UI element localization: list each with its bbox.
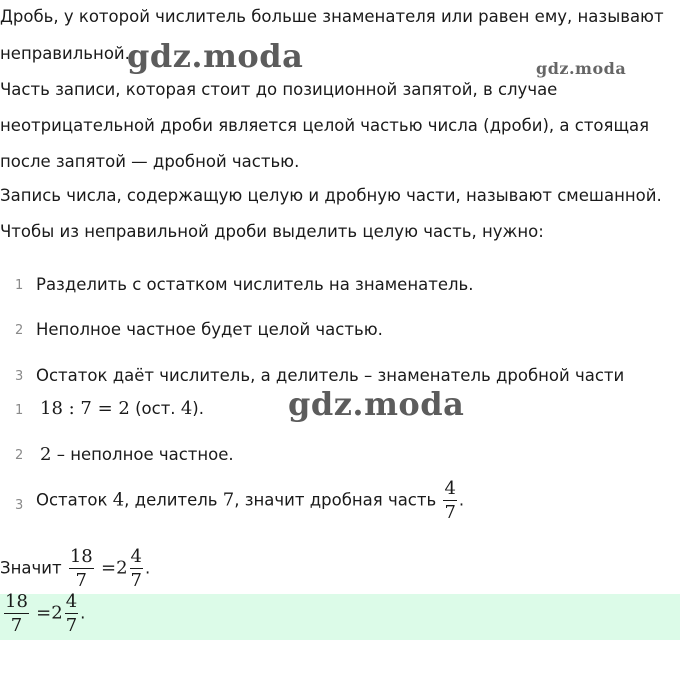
equals-sign: = (36, 602, 52, 624)
intro-line-5: после запятой — дробной частью. (0, 152, 300, 171)
fraction-denominator: 7 (75, 570, 87, 591)
intro-line-6: Запись числа, содержащую целую и дробную части, называют смешанной. (0, 186, 662, 205)
whole-part: 2 (51, 602, 63, 624)
solution-number: 1 (15, 403, 24, 418)
fraction-numerator: 4 (65, 591, 78, 612)
fraction-part-label: , значит дробная часть (234, 490, 437, 510)
step-number: 3 (15, 369, 24, 384)
step-text: Разделить с остатком числитель на знаменатель. (36, 275, 474, 294)
sentence-end: . (80, 603, 86, 623)
step-text: Неполное частное будет целой частью. (36, 320, 383, 339)
solution-step-1 (40, 398, 204, 419)
watermark: gdz.moda (536, 59, 627, 78)
fraction-denominator: 7 (444, 502, 456, 523)
solution-step-2 (40, 444, 234, 465)
conclusion-line (0, 548, 150, 590)
proper-fraction (130, 548, 143, 590)
fraction-denominator: 7 (130, 570, 142, 591)
remainder-label: Остаток (36, 490, 108, 510)
remainder-value: 4 (180, 398, 193, 419)
step-number: 2 (15, 323, 24, 338)
divisor-value: 7 (222, 489, 235, 511)
division-expression: 18 : 7 = 2 (40, 398, 130, 419)
intro-line-4: неотрицательной дроби является целой частью числа (дроби), а стоящая (0, 116, 650, 135)
solution-number: 2 (15, 448, 24, 463)
remainder-note: (ост. (135, 399, 176, 418)
proper-fraction (65, 593, 78, 635)
quotient-note: – неполное частное. (56, 445, 234, 464)
solution-step-3 (36, 480, 464, 522)
answer-box (0, 591, 680, 640)
solution-number: 3 (15, 498, 24, 513)
sentence-end: . (458, 490, 465, 510)
whole-part: 2 (116, 557, 128, 579)
watermark: gdz.moda (127, 37, 304, 75)
equals-sign: = (100, 557, 117, 579)
remainder-value: 4 (112, 489, 125, 511)
intro-line-2: неправильной. (0, 44, 130, 63)
watermark: gdz.moda (288, 385, 465, 423)
fraction-denominator: 7 (10, 615, 23, 636)
step-text: Остаток даёт числитель, а делитель – знаменатель дробной части (36, 366, 625, 385)
intro-line-3: Часть записи, которая стоит до позиционной запятой, в случае (0, 80, 558, 99)
sentence-end: . (144, 558, 151, 578)
intro-line-7: Чтобы из неправильной дроби выделить целую часть, нужно: (0, 222, 544, 241)
conclusion-label: Значит (0, 558, 62, 578)
step-number: 1 (15, 278, 24, 293)
fraction-denominator: 7 (65, 615, 78, 636)
fraction-numerator: 18 (5, 591, 28, 612)
fraction-numerator: 4 (130, 546, 142, 567)
quotient-value: 2 (40, 444, 52, 465)
improper-fraction (4, 593, 29, 635)
answer-line (2, 593, 85, 635)
note-close: ). (192, 399, 204, 418)
fraction-numerator: 4 (444, 478, 456, 499)
fraction-result (443, 480, 456, 522)
divisor-label: , делитель (124, 490, 218, 510)
fraction-numerator: 18 (69, 546, 93, 567)
intro-line-1: Дробь, у которой числитель больше знаменателя или равен ему, называют (0, 7, 664, 26)
improper-fraction (69, 548, 94, 590)
